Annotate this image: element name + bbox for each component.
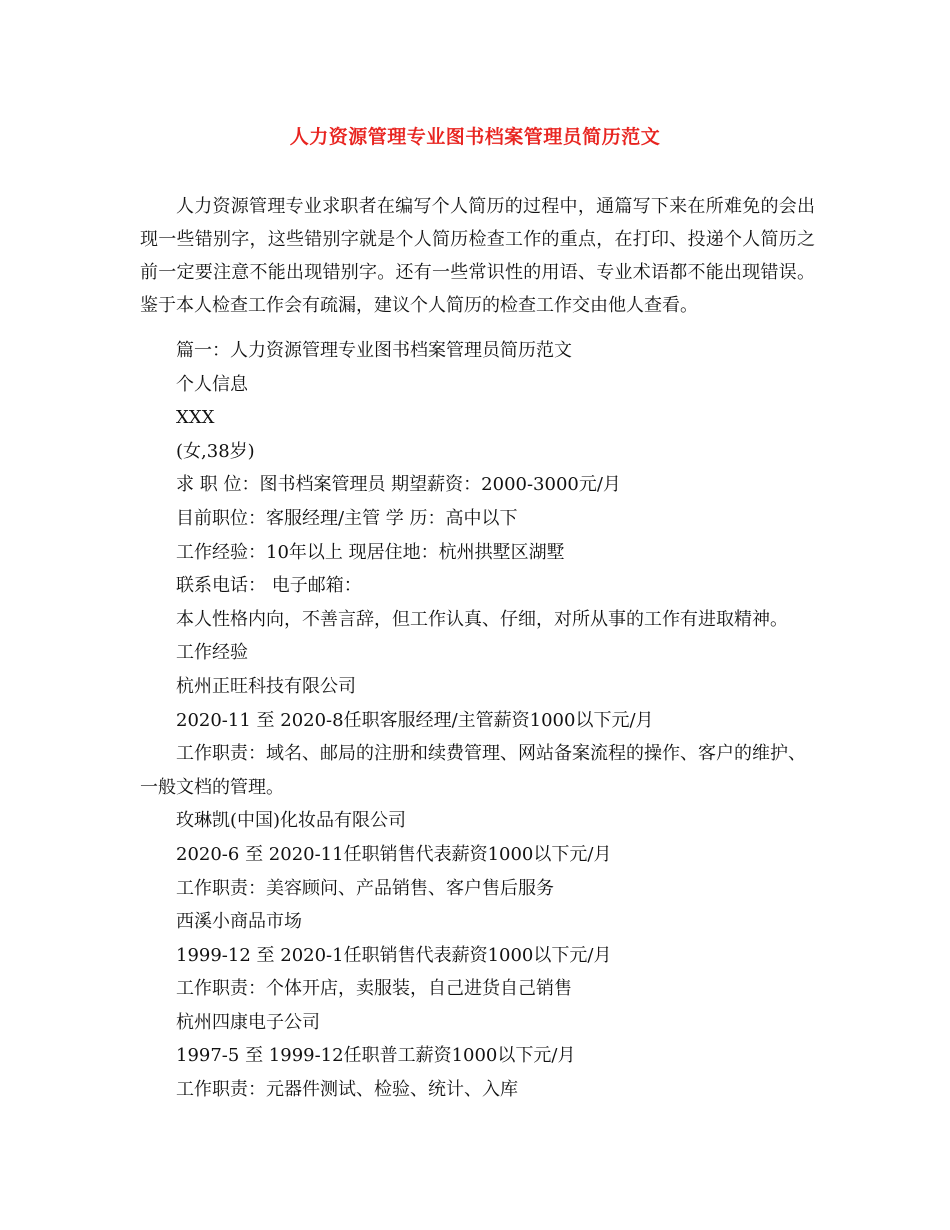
- candidate-name: XXX: [176, 407, 215, 429]
- resume-body: [140, 334, 820, 1107]
- section-heading-work-experience: 工作经验: [176, 642, 248, 664]
- job-duties: 工作职责：美容顾问、产品销售、客户售后服务: [176, 877, 554, 899]
- job-duties: 工作职责：元器件测试、检验、统计、入库: [176, 1079, 518, 1101]
- employer-name: 玫琳凯(中国)化妆品有限公司: [176, 810, 407, 832]
- desired-position: 求 职 位：图书档案管理员 期望薪资：2000-3000元/月: [176, 474, 621, 496]
- current-position: 目前职位：客服经理/主管 学 历：高中以下: [176, 507, 518, 529]
- document-title: 人力资源管理专业图书档案管理员简历范文: [289, 126, 661, 148]
- employer-name: 杭州正旺科技有限公司: [176, 675, 356, 697]
- employment-period: 2020-6 至 2020-11任职销售代表薪资1000以下元/月: [176, 843, 612, 865]
- job-duties: 工作职责：个体开店，卖服装，自己进货自己销售: [176, 978, 572, 1000]
- work-experience-summary: 工作经验：10年以上 现居住地：杭州拱墅区湖墅: [176, 541, 565, 563]
- contact-info: 联系电话： 电子邮箱：: [176, 575, 362, 597]
- job-duties: 工作职责：域名、邮局的注册和续费管理、网站备案流程的操作、客户的维护、一般文档的管理。: [140, 743, 806, 798]
- section-heading-part-one: 篇一：人力资源管理专业图书档案管理员简历范文: [176, 340, 572, 361]
- employment-period: 1999-12 至 2020-1任职销售代表薪资1000以下元/月: [176, 944, 612, 966]
- employment-period: 2020-11 至 2020-8任职客服经理/主管薪资1000以下元/月: [176, 709, 654, 731]
- employer-name: 西溪小商品市场: [176, 911, 302, 933]
- section-heading-personal-info: 个人信息: [176, 373, 248, 395]
- intro-paragraph: 人力资源管理专业求职者在编写个人简历的过程中，通篇写下来在所难免的会出现一些错别字，这些错别字就是个人简历检查工作的重点，在打印、投递个人简历之前一定要注意不能出现错别字。还有一些常识性的用语、专业术语都不能出现错误。鉴于本人检查工作会有疏漏，建议个人简历的检查工作交由他人查看。: [140, 196, 815, 316]
- employer-name: 杭州四康电子公司: [176, 1011, 320, 1033]
- candidate-gender-age: (女,38岁): [176, 440, 255, 462]
- self-description: 本人性格内向，不善言辞，但工作认真、仔细，对所从事的工作有进取精神。: [176, 608, 788, 630]
- employment-period: 1997-5 至 1999-12任职普工薪资1000以下元/月: [176, 1045, 576, 1067]
